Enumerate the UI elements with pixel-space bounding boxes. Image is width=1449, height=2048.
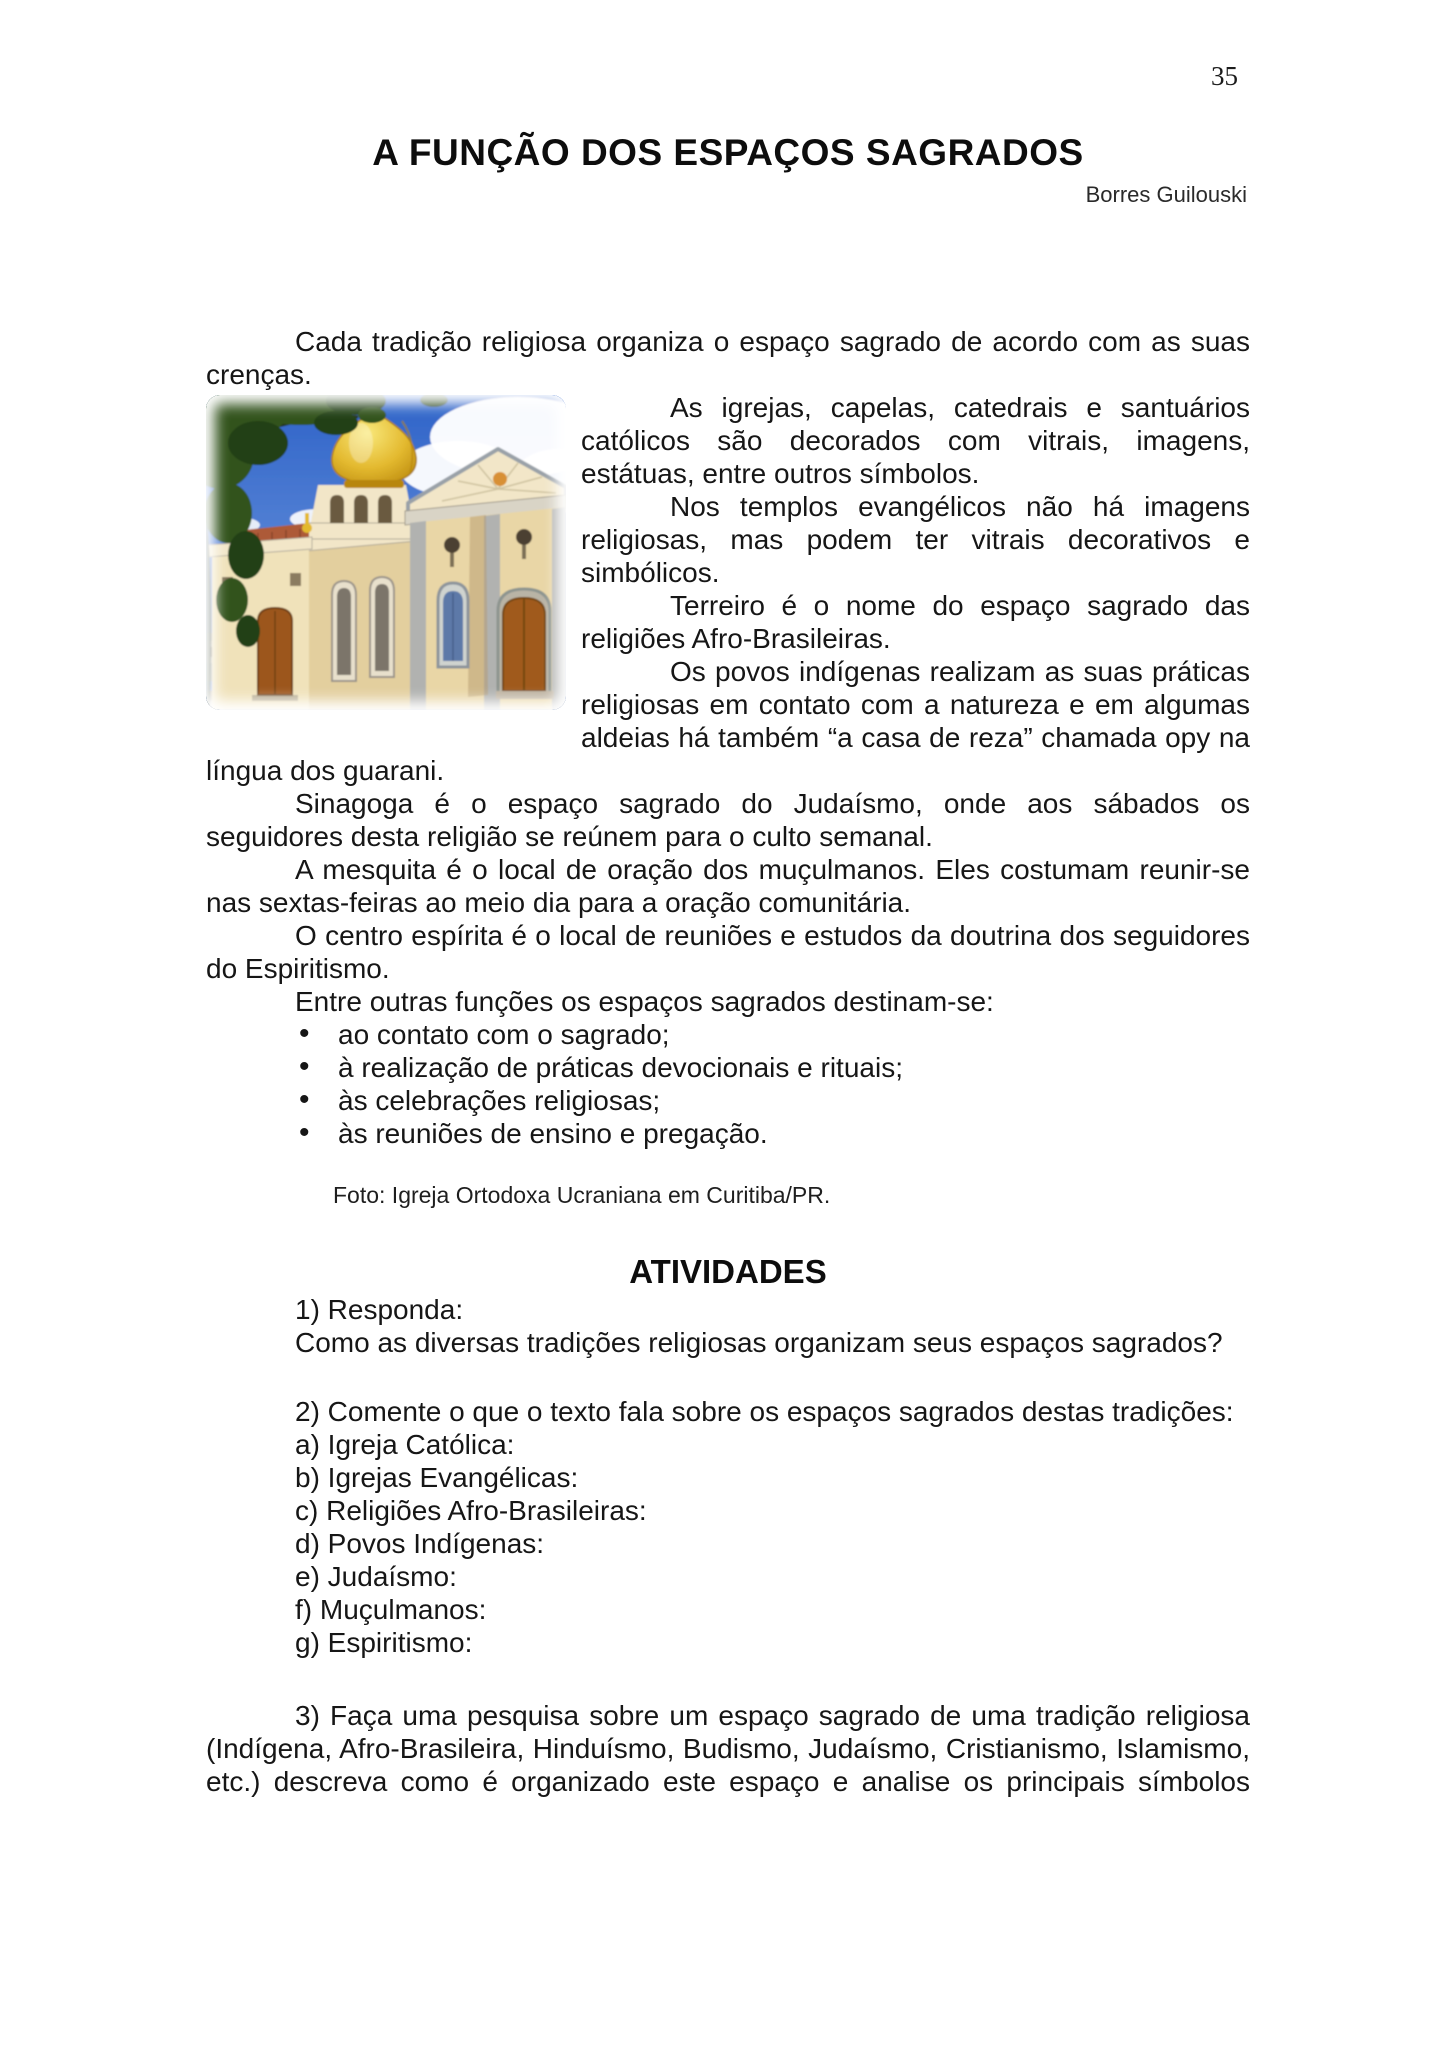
list-item: • à realização de práticas devocionais e rituais; [297, 1051, 1250, 1084]
body-paragraph: Entre outras funções os espaços sagrados destinam-se: [295, 986, 994, 1017]
body-paragraph: A mesquita é o local de oração dos muçulmanos. Eles costumam reunir-se nas sextas-feiras ao meio dia para a oração comunitária. [206, 854, 1250, 918]
church-front-facade [405, 449, 566, 710]
question-2-item: d) Povos Indígenas: [295, 1528, 545, 1559]
church-center-block [306, 528, 417, 710]
list-item: • às celebrações religiosas; [297, 1084, 1250, 1117]
question-2-item: a) Igreja Católica: [295, 1429, 515, 1460]
church-illustration [206, 395, 566, 710]
question-2-item: b) Igrejas Evangélicas: [295, 1462, 579, 1493]
body-paragraph: Terreiro é o nome do espaço sagrado das religiões Afro-Brasileiras. [581, 590, 1250, 654]
page-number: 35 [1211, 61, 1238, 91]
page-title: A FUNÇÃO DOS ESPAÇOS SAGRADOS [372, 132, 1084, 173]
body-paragraph: Sinagoga é o espaço sagrado do Judaísmo, onde aos sábados os seguidores desta religião se reúnem para o culto semanal. [206, 788, 1250, 852]
body-paragraph: Os povos indígenas realizam as suas práticas religiosas em contato com a natureza e em algumas aldeias há também “a casa de reza” chamada opy na língua dos guarani. [206, 656, 1250, 786]
question-3-text: 3) Faça uma pesquisa sobre um espaço sagrado de uma tradição religiosa (Indígena, Afro-Brasileira, Hinduísmo, Budismo, Judaísmo, Cristianismo, Islamismo, etc.) descreva como é organizado este espaço e analise os principais símbolos [206, 1700, 1250, 1797]
intro-paragraph: Cada tradição religiosa organiza o espaço sagrado de acordo com as suas crenças. [206, 326, 1250, 390]
question-2-item: g) Espiritismo: [295, 1627, 473, 1658]
question-1-text: Como as diversas tradições religiosas organizam seus espaços sagrados? [295, 1327, 1223, 1358]
activities-heading: ATIVIDADES [629, 1253, 827, 1290]
question-1-label: 1) Responda: [295, 1294, 464, 1325]
list-item: • às reuniões de ensino e pregação. [297, 1117, 1250, 1150]
question-2-item: e) Judaísmo: [295, 1561, 457, 1592]
list-item: • ao contato com o sagrado; [297, 1018, 1250, 1051]
body-paragraph: O centro espírita é o local de reuniões e estudos da doutrina dos seguidores do Espiritismo. [206, 920, 1250, 984]
body-paragraph: Nos templos evangélicos não há imagens religiosas, mas podem ter vitrais decorativos e simbólicos. [581, 491, 1250, 588]
question-2-item: c) Religiões Afro-Brasileiras: [295, 1495, 647, 1526]
question-2-text: 2) Comente o que o texto fala sobre os espaços sagrados destas tradições: [295, 1396, 1234, 1427]
question-2-items [295, 1428, 1250, 1659]
photo-caption: Foto: Igreja Ortodoxa Ucraniana em Curitiba/PR. [333, 1182, 831, 1208]
functions-list [297, 1018, 1250, 1150]
author-byline: Borres Guilouski [1085, 182, 1247, 207]
church-photo [206, 395, 566, 710]
body-paragraph: As igrejas, capelas, catedrais e santuários católicos são decorados com vitrais, imagens, estátuas, entre outros símbolos. [581, 392, 1250, 489]
question-2-item: f) Muçulmanos: [295, 1594, 487, 1625]
